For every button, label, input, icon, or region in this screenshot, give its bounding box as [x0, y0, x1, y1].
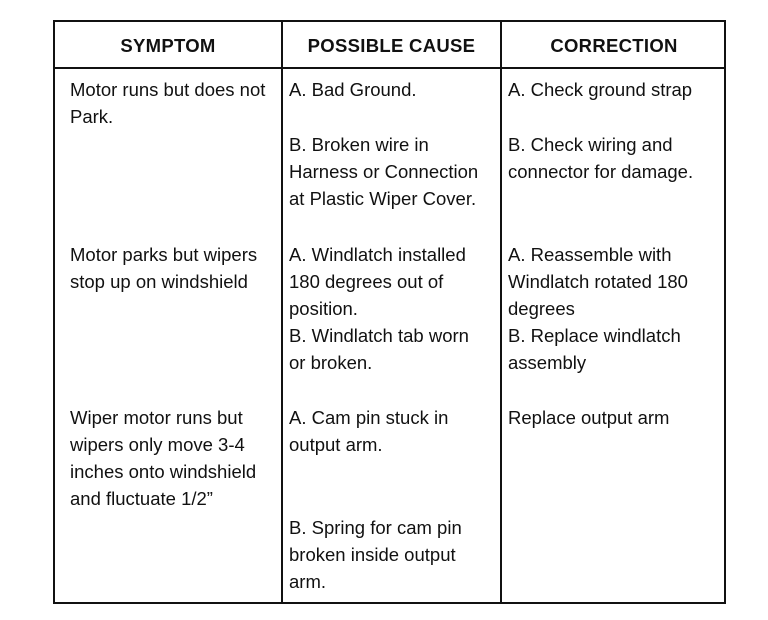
row-1-correction-a: A. Check ground strap: [508, 79, 693, 100]
row-1-cause-a: A. Bad Ground.: [289, 79, 417, 100]
header-symptom: SYMPTOM: [120, 35, 216, 56]
row-1-cause-b: B. Broken wire in Harness or Connection at Plastic Wiper Cover.: [289, 134, 479, 209]
row-3-cause-b: B. Spring for cam pin broken inside output arm.: [289, 517, 462, 592]
troubleshooting-table: [53, 20, 726, 604]
row-1-symptom: Motor runs but does not Park.: [70, 79, 266, 127]
column-divider: [500, 22, 502, 602]
row-2-cause-a: A. Windlatch installed 180 degrees out of position.: [289, 244, 466, 319]
row-2-correction-b: B. Replace windlatch assembly: [508, 325, 681, 373]
row-3-symptom: Wiper motor runs but wipers only move 3-4 inches onto windshield and fluctuate 1/2”: [70, 407, 257, 509]
row-2-symptom: Motor parks but wipers stop up on windshield: [70, 244, 258, 292]
header-possible-cause: POSSIBLE CAUSE: [307, 35, 476, 56]
row-2-correction-a: A. Reassemble with Windlatch rotated 180 degrees: [508, 244, 688, 319]
row-2-cause-b: B. Windlatch tab worn or broken.: [289, 325, 469, 373]
header-divider: [55, 67, 724, 69]
header-correction: CORRECTION: [550, 35, 678, 56]
row-1-correction-b: B. Check wiring and connector for damage.: [508, 134, 694, 182]
row-3-correction: Replace output arm: [508, 407, 670, 428]
column-divider: [281, 22, 283, 602]
row-3-cause-a: A. Cam pin stuck in output arm.: [289, 407, 449, 455]
